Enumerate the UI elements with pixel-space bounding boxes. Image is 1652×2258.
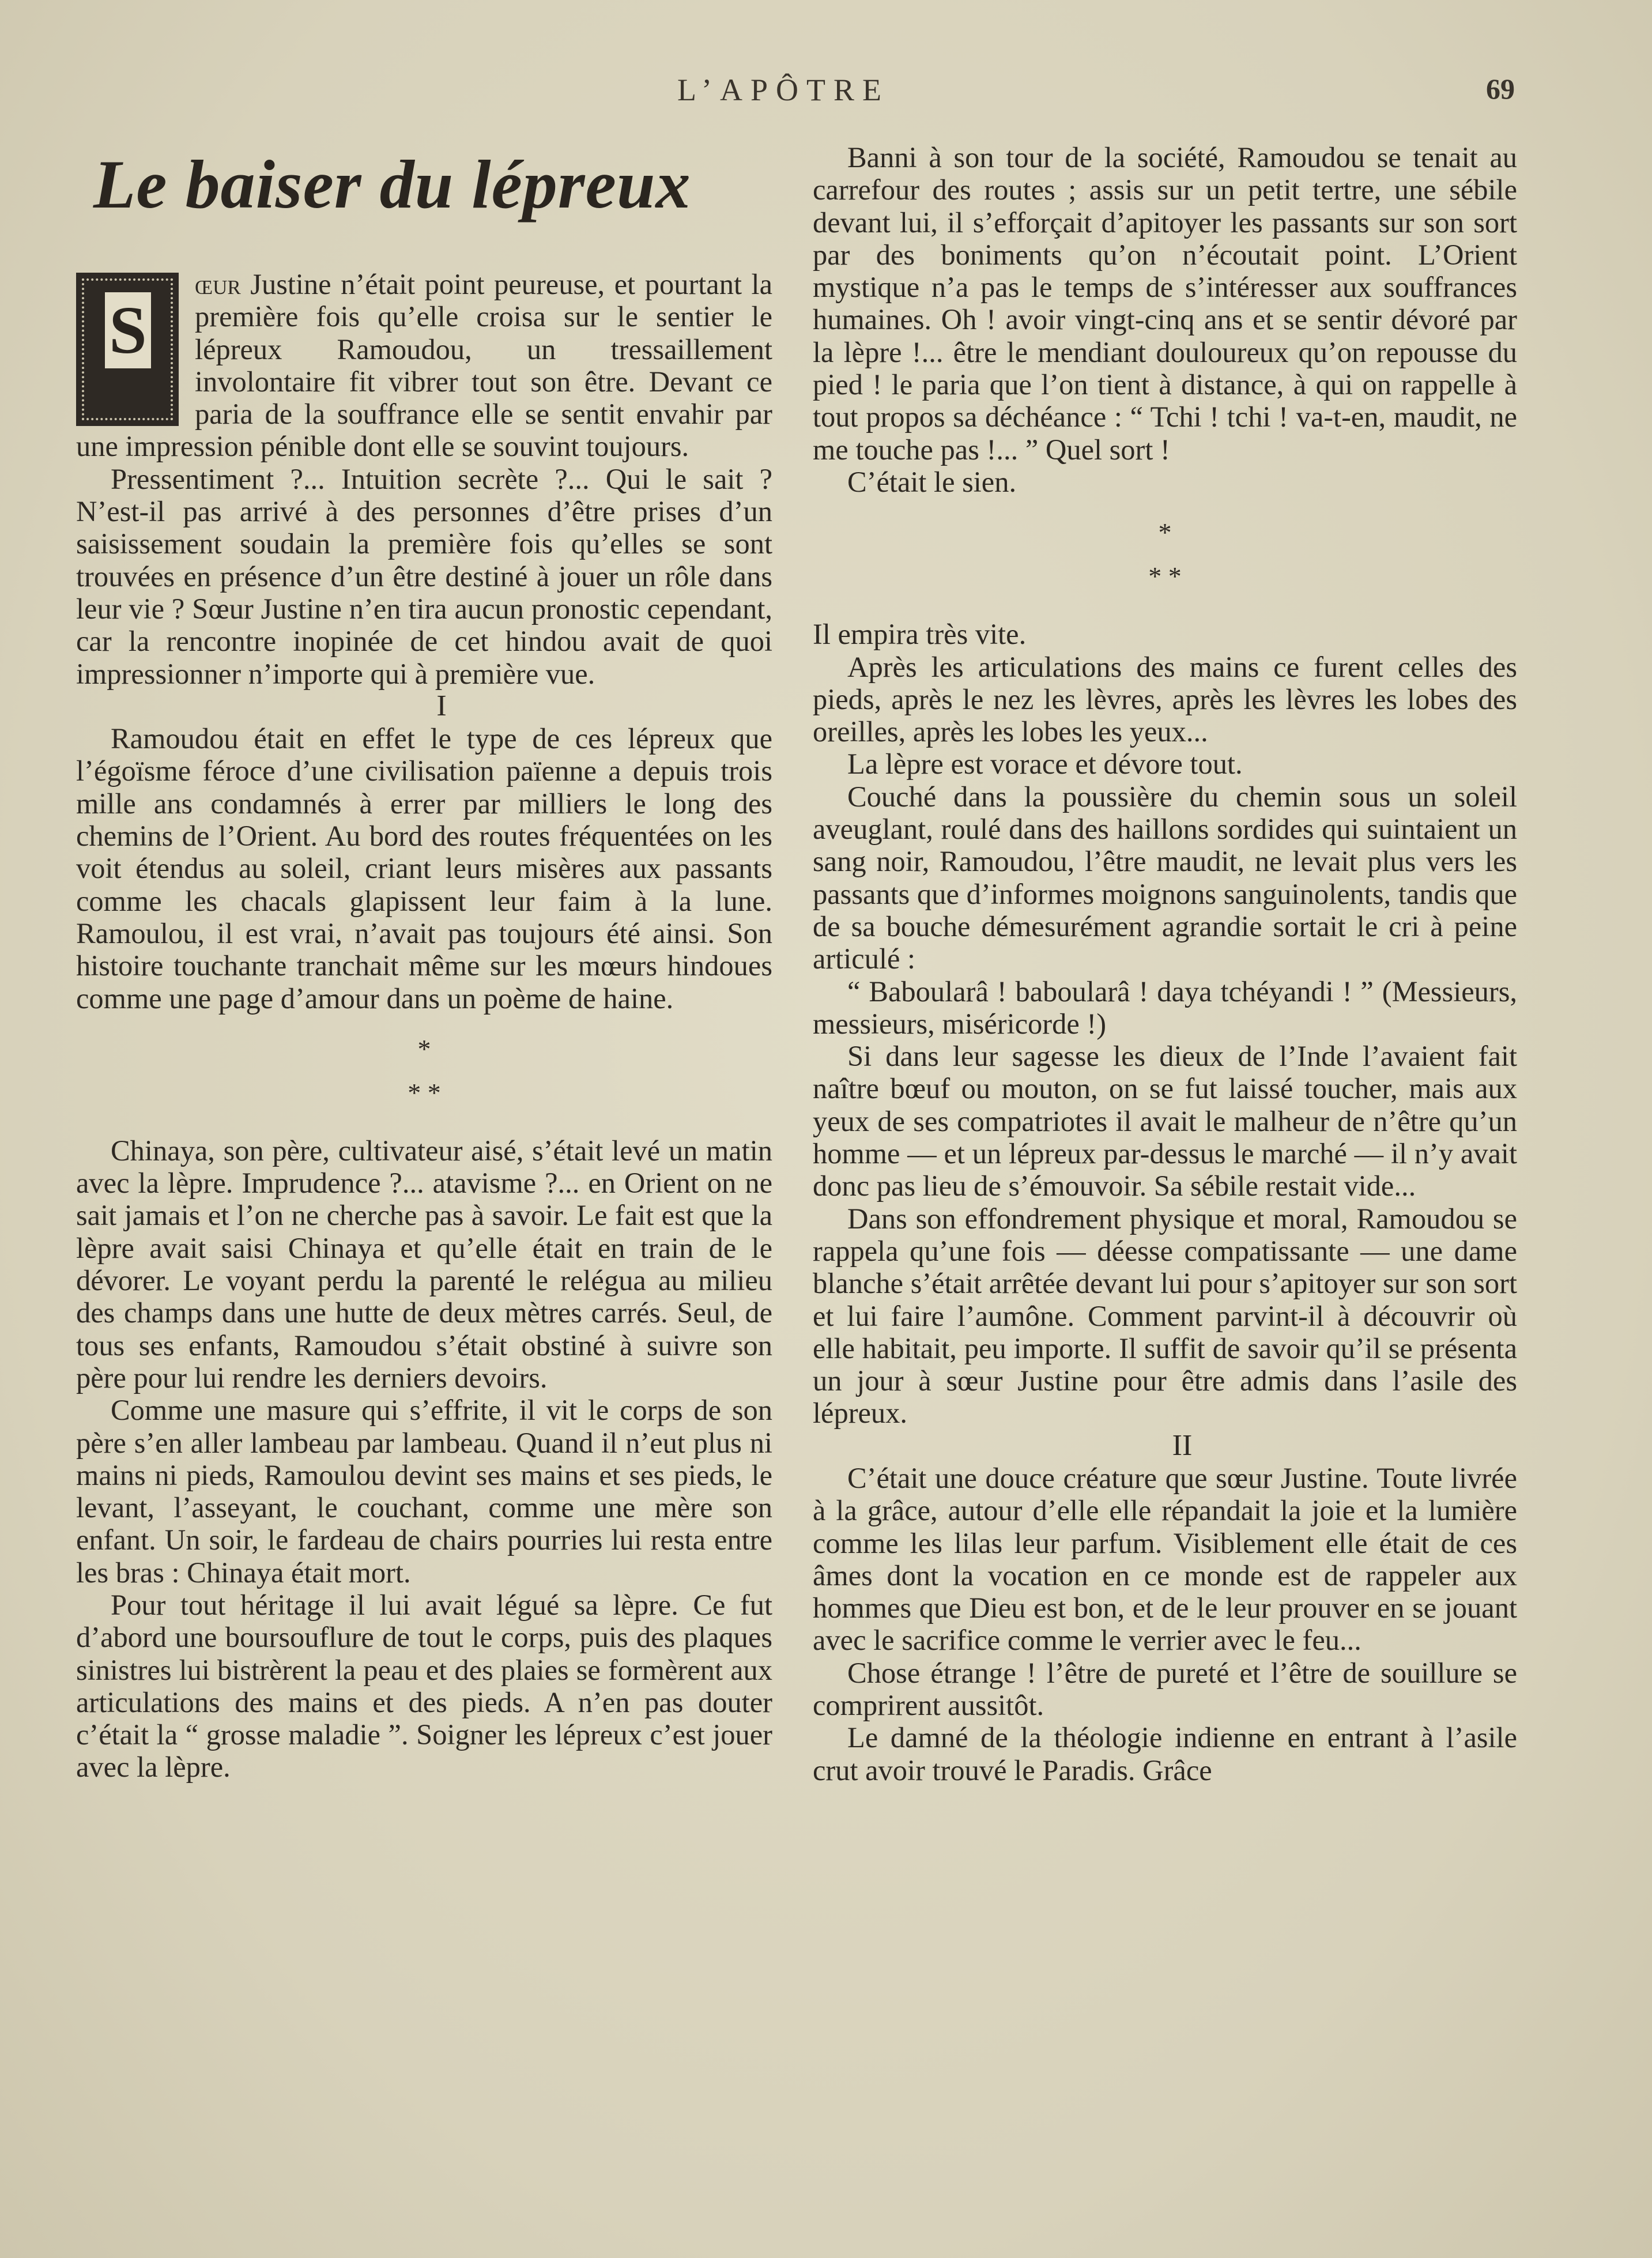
section-break <box>76 1027 772 1115</box>
stars-bottom: * * <box>408 1077 441 1107</box>
paragraph: Comme une masure qui s’effrite, il vit le corps de son père s’en aller lambeau par lambeau. Quand il n’eut plus ni mains ni pieds, Ramoulou devint ses mains et ses pieds, le levant, l’asseyant, le couchant, comme une mère son enfant. Un soir, le fardeau de chairs pourries lui resta entre les bras : Chinaya était mort. <box>76 1394 772 1589</box>
paragraph: Banni à son tour de la société, Ramoudou se tenait au carrefour des routes ; assis sur un petit tertre, une sébile devant lui, il s’efforçait d’apitoyer les passants sur son sort par des boniments qu’on n’écoutait point. L’Orient mystique n’a pas le temps de s’intéresser aux souffrances humaines. Oh ! avoir vingt-cinq ans et se sentir dévoré par la lèpre !... être le mendiant douloureux qu’on repousse du pied ! le paria que l’on tient à distance, à qui on rappelle à tout propos sa déchéance : “ Tchi ! tchi ! va-t-en, maudit, ne me touche pas !... ” Quel sort ! <box>813 141 1517 466</box>
section-break <box>813 511 1517 598</box>
paragraph: Si dans leur sagesse les dieux de l’Inde l’avaient fait naître bœuf ou mouton, on se fut laissé toucher, mais aux yeux de ses compatriotes il avait le malheur de n’être qu’un homme — et un lépreux par-dessus le marché — il n’y avait donc pas lieu de s’émouvoir. Sa sébile restait vide... <box>813 1040 1517 1202</box>
paragraph: Pour tout héritage il lui avait légué sa lèpre. Ce fut d’abord une boursouflure de tout le corps, puis des plaques sinistres lui bistrèrent la peau et des plaies se formèrent aux articulations des mains et des pieds. A n’en pas douter c’était la “ grosse maladie ”. Soigner les lépreux c’est jouer avec la lèpre. <box>76 1588 772 1784</box>
paragraph: Il empira très vite. <box>813 618 1027 651</box>
section-number-1: I <box>436 689 447 722</box>
paragraph: “ Baboularâ ! baboularâ ! daya tchéyandi ! ” (Messieurs, messieurs, miséricorde !) <box>813 975 1517 1040</box>
paragraph: Chose étrange ! l’être de pureté et l’être de souillure se comprirent aussitôt. <box>813 1656 1517 1722</box>
paragraph: Après les articulations des mains ce furent celles des pieds, après le nez les lèvres, après les lèvres les lobes des oreilles, après les lobes les yeux... <box>813 650 1517 748</box>
paragraph: Le damné de la théologie indienne en entrant à l’asile crut avoir trouvé le Paradis. Grâce <box>813 1721 1517 1786</box>
section-number-2: II <box>1172 1428 1193 1462</box>
paragraph: Ramoudou était en effet le type de ces lépreux que l’égoïsme féroce d’une civilisation païenne a depuis trois mille ans condamnés à errer par milliers le long des chemins de l’Orient. Au bord des routes fréquentées on les voit étendus au soleil, criant leurs misères aux passants comme les chacals glapissent leur faim à la lune. Ramoulou, il est vrai, n’avait pas toujours été ainsi. Son histoire touchante tranchait même sur les mœurs hindoues comme une page d’amour dans un poème de haine. <box>76 722 772 1015</box>
opening-text: Justine n’était point peureuse, et pourtant la première fois qu’elle croisa sur le sentier le lépreux Ramoudou, un tressaillement involontaire fit vibrer tout son être. Devant ce paria de la souffrance elle se sentit envahir par une impression pénible dont elle se souvint toujours. <box>76 268 772 463</box>
dropcap <box>76 273 179 426</box>
running-title: L’APÔTRE <box>677 73 890 107</box>
left-column <box>76 141 772 1784</box>
paragraph: C’était une douce créature que sœur Justine. Toute livrée à la grâce, autour d’elle elle répandait la joie et la lumière comme les lilas leur parfum. Visiblement elle était de ces âmes dont la vocation en ce monde est de rappeler aux hommes que Dieu est bon, et de le leur prouver en se jouant avec le sacrifice comme le verrier avec le feu... <box>813 1461 1517 1657</box>
paragraph: La lèpre est vorace et dévore tout. <box>847 748 1243 781</box>
running-head <box>0 72 1652 112</box>
dropcap-ornament-icon <box>76 273 179 426</box>
paragraph: Chinaya, son père, cultivateur aisé, s’était levé un matin avec la lèpre. Imprudence ?... atavisme ?... en Orient on ne sait jamais et l’on ne cherche pas à savoir. Le fait est que la lèpre avait saisi Chinaya et qu’elle était en train de le dévorer. Le voyant perdu la parenté le relégua au milieu des champs dans une hutte de deux mètres carrés. Seul, de tous ses enfants, Ramoudou s’était obstiné à suivre son père pour lui rendre les derniers devoirs. <box>76 1134 772 1394</box>
paragraph: Couché dans la poussière du chemin sous un soleil aveuglant, roulé dans des haillons sordides qui suintaient un sang noir, Ramoudou, l’être maudit, ne levait plus vers les passants que d’informes moignons sanguinolents, tandis que de sa bouche démesurément agrandie sortait le cri à peine articulé : <box>813 780 1517 975</box>
article-title: Le baiser du lépreux <box>93 146 691 223</box>
paragraph: Dans son effondrement physique et moral, Ramoudou se rappela qu’une fois — déesse compatissante — une dame blanche s’était arrêtée devant lui pour s’apitoyer sur son sort et lui faire l’aumône. Comment parvint-il à découvrir où elle habitait, peu importe. Il suffit de savoir qu’il se présenta un jour à sœur Justine pour être admis dans l’asile des lépreux. <box>813 1202 1517 1430</box>
dropcap-letter: S <box>105 292 151 368</box>
opening-paragraph <box>76 268 772 463</box>
stars-bottom: * * <box>1148 561 1182 591</box>
paragraph: Pressentiment ?... Intuition secrète ?... Qui le sait ? N’est-il pas arrivé à des personnes d’être prises d’un saisissement soudain la première fois qu’elles se sont trouvées en présence d’un être destiné à jouer un rôle dans leur vie ? Sœur Justine n’en tira aucun pronostic cependant, car la rencontre inopinée de cet hindou avait de quoi impressionner n’importe qui à première vue. <box>76 462 772 690</box>
opening-smallcaps: œur <box>195 268 241 300</box>
stars-top: * <box>1158 518 1172 548</box>
paragraph: C’était le sien. <box>847 465 1017 498</box>
page-number: 69 <box>1486 73 1515 105</box>
right-column <box>813 141 1517 1786</box>
stars-top: * <box>417 1034 431 1064</box>
